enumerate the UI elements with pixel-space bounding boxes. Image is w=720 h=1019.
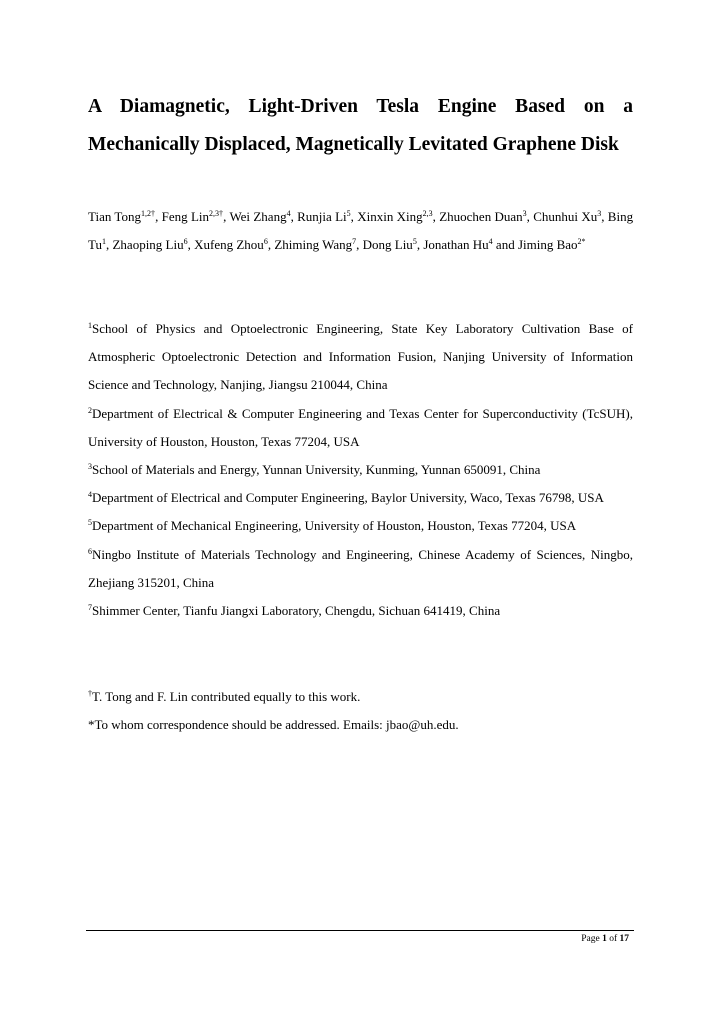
- author-affiliation-mark: 4: [488, 237, 493, 246]
- author-name: Zhiming Wang: [274, 237, 353, 252]
- author-name: Wei Zhang: [229, 209, 287, 224]
- affiliation-item: [88, 456, 633, 484]
- author-name: Chunhui Xu: [533, 209, 598, 224]
- paper-title: [88, 88, 633, 164]
- author-affiliation-mark: 2*: [577, 237, 586, 246]
- dagger-mark: †: [88, 689, 92, 698]
- author-affiliation-mark: 4: [286, 209, 291, 218]
- author-name: Jonathan Hu: [423, 237, 489, 252]
- author-affiliation-mark: 2,3†: [209, 209, 224, 218]
- author-name: Xinxin Xing: [357, 209, 423, 224]
- author-notes: [88, 683, 633, 739]
- author-affiliation-mark: 7: [352, 237, 357, 246]
- author-name: Jiming Bao: [517, 237, 578, 252]
- page-label: Page: [581, 934, 600, 944]
- affiliation-number: 5: [88, 518, 92, 528]
- author-name: Dong Liu: [362, 237, 413, 252]
- page-total: 17: [619, 934, 629, 944]
- author-name: Feng Lin: [161, 209, 209, 224]
- affiliation-item: [88, 484, 633, 512]
- affiliation-item: [88, 512, 633, 540]
- affiliation-text: Department of Electrical & Computer Engineering and Texas Center for Superconductivity (TcSUH), University of Houston, Houston, Texas 77204, USA: [88, 405, 633, 449]
- affiliation-item: [88, 400, 633, 456]
- author-name: Tian Tong: [88, 209, 141, 224]
- author-name: Bing Tu: [88, 209, 634, 252]
- affiliation-text: Ningbo Institute of Materials Technology and Engineering, Chinese Academy of Sciences, Ningbo, Zhejiang 315201, China: [88, 546, 633, 590]
- author-affiliation-mark: 5: [346, 209, 351, 218]
- affiliation-number: 3: [88, 462, 92, 472]
- affiliation-item: [88, 597, 633, 625]
- correspondence-note: *To whom correspondence should be addressed. Emails: jbao@uh.edu.: [88, 717, 459, 732]
- affiliation-number: 2: [88, 405, 92, 415]
- author-name: Zhaoping Liu: [112, 237, 184, 252]
- title-line-2: Mechanically Displaced, Magnetically Levitated Graphene Disk: [88, 134, 619, 155]
- page-of: of: [609, 934, 618, 944]
- affiliation-item: [88, 315, 633, 400]
- author-affiliation-mark: 6: [263, 237, 268, 246]
- author-list: Tian Tong$^{1,2\dagger}$, Feng Lin$^{2,3\dagger}$, Wei Zhang$^4$, Runjia Li$^5$, Xinxin Xing$^{2,3}$, Zhuochen Duan$^3$, Chunhui Xu$^3$, Bing Tu$^1$, Zhaoping Liu$^6$, Xufeng Zhou$^6$, Zhiming Wang$^7$, Dong Liu$^5$, Jonathan Hu$^4$ and Jiming Bao$^{2*}$: [88, 209, 634, 252]
- author-affiliation-mark: 1: [101, 237, 106, 246]
- affiliation-item: [88, 541, 633, 597]
- author-affiliation-mark: 1,2†: [140, 209, 156, 218]
- title-line-1: A Diamagnetic, Light-Driven Tesla Engine Based on a: [88, 96, 633, 117]
- affiliation-text: Department of Mechanical Engineering, University of Houston, Houston, Texas 77204, USA: [92, 518, 577, 534]
- affiliation-number: 4: [88, 490, 92, 500]
- author-name: Xufeng Zhou: [194, 237, 264, 252]
- author-affiliation-mark: 5: [412, 237, 417, 246]
- page-current: 1: [602, 934, 607, 944]
- affiliation-list: [88, 315, 633, 625]
- affiliation-text: Department of Electrical and Computer Engineering, Baylor University, Waco, Texas 76798, USA: [92, 490, 604, 506]
- footer-rule: [86, 930, 634, 931]
- author-affiliation-mark: 6: [183, 237, 188, 246]
- affiliation-text: Shimmer Center, Tianfu Jiangxi Laboratory, Chengdu, Sichuan 641419, China: [92, 603, 501, 619]
- author-name: Runjia Li: [297, 209, 347, 224]
- equal-contribution-note: [88, 683, 633, 711]
- equal-contribution-text: T. Tong and F. Lin contributed equally to this work.: [92, 689, 361, 704]
- affiliation-number: 7: [88, 603, 92, 613]
- author-affiliation-mark: 3: [522, 209, 527, 218]
- affiliation-number: 6: [88, 546, 92, 556]
- page-footer: [88, 932, 629, 946]
- affiliation-number: 1: [88, 321, 92, 330]
- author-name: Zhuochen Duan: [439, 209, 523, 224]
- author-affiliation-mark: 3: [597, 209, 602, 218]
- affiliation-text: School of Materials and Energy, Yunnan University, Kunming, Yunnan 650091, China: [92, 462, 541, 478]
- author-affiliation-mark: 2,3: [422, 209, 433, 218]
- affiliation-text: School of Physics and Optoelectronic Engineering, State Key Laboratory Cultivation Base of Atmospheric Optoelectronic Detection and Information Fusion, Nanjing University of Information Science and Technology, Nanjing, Jiangsu 210044, China: [88, 321, 633, 393]
